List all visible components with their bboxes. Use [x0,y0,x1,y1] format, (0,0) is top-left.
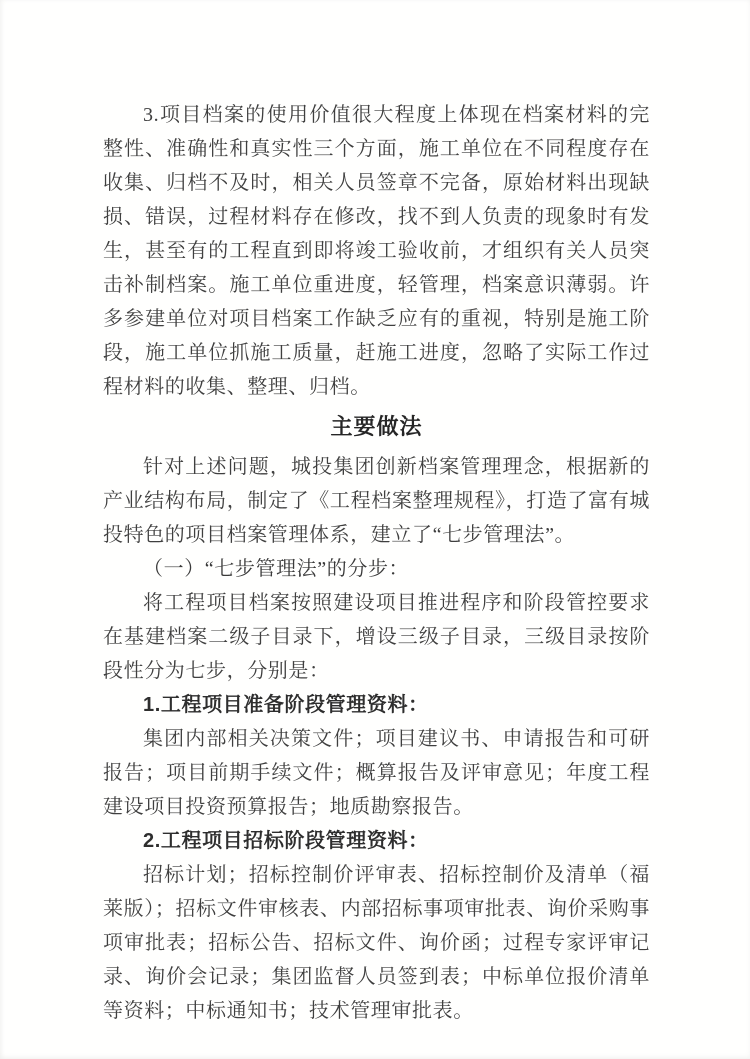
paragraph-directory-structure: 将工程项目档案按照建设项目推进程序和阶段管控要求在基建档案二级子目录下，增设三级子目录，三级目录按阶段性分为七步，分别是： [103,592,650,682]
paragraph-bidding-stage-materials: 招标计划；招标控制价评审表、招标控制价及清单（福莱版）；招标文件审核表、内部招标事项审批表、询价采购事项审批表；招标公告、招标文件、询价函；过程专家评审记录、询价会记录；集团监督人员签到表；中标单位报价清单等资料；中标通知书；技术管理审批表。 [103,864,650,1022]
paragraph-problem-3: 3.项目档案的使用价值很大程度上体现在档案材料的完整性、准确性和真实性三个方面，施工单位在不同程度存在收集、归档不及时，相关人员签章不完备，原始材料出现缺损、错误，过程材料存在修改，找不到人负责的现象时有发生，甚至有的工程直到即将竣工验收前，才组织有关人员突击补制档案。施工单位重进度，轻管理，档案意识薄弱。许多参建单位对项目档案工作缺乏应有的重视，特别是施工阶段，施工单位抓施工质量，赶施工进度，忽略了实际工作过程材料的收集、整理、归档。 [103,104,650,398]
paragraph-intro: 针对上述问题，城投集团创新档案管理理念，根据新的产业结构布局，制定了《工程档案整理规程》，打造了富有城投特色的项目档案管理体系，建立了“七步管理法”。 [103,456,650,546]
paragraph-preparation-stage-materials: 集团内部相关决策文件；项目建议书、申请报告和可研报告；项目前期手续文件；概算报告及评审意见；年度工程建设项目投资预算报告；地质勘察报告。 [103,728,650,818]
item-heading-bidding-stage: 2.工程项目招标阶段管理资料： [143,830,429,852]
section-heading-main-practices: 主要做法 [330,414,423,439]
item-heading-preparation-stage: 1.工程项目准备阶段管理资料： [143,694,429,716]
sub-heading-seven-step-method: （一）“七步管理法”的分步： [143,558,410,580]
